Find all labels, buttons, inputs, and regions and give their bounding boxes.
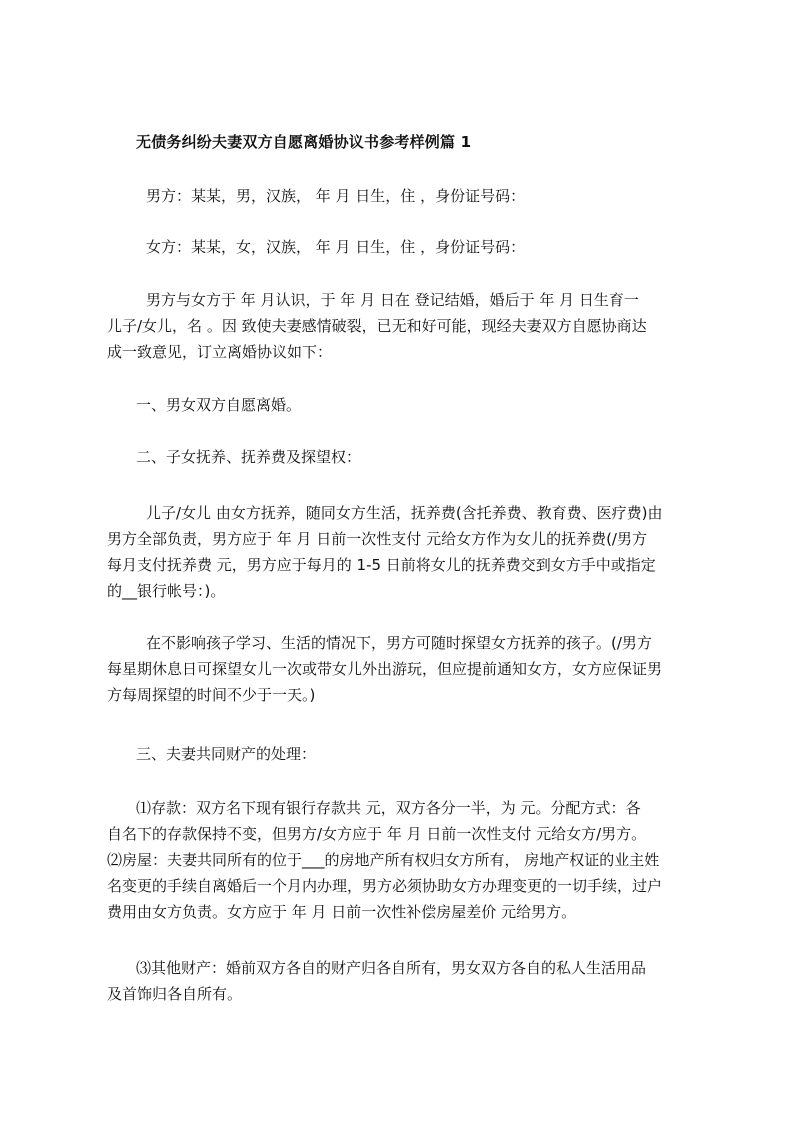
- property-other-line-1: ⑶其他财产：婚前双方各自的财产归各自所有，男女双方各自的私人生活用品: [136, 959, 647, 977]
- property-deposit-line-2: 自名下的存款保持不变，但男方/女方应于 年 月 日前一次性支付 元给女方/男方。: [107, 825, 647, 843]
- property-deposit-line-1: ⑴存款：双方名下现有银行存款共 元，双方各分一半，为 元。分配方式：各: [136, 799, 641, 817]
- property-house-line-2: 名变更的手续自离婚后一个月内办理，男方必须协助女方办理变更的一切手续，过户: [107, 877, 663, 895]
- custody-paragraph-line-2: 男方全部负责，男方应于 年 月 日前一次性支付 元给女方作为女儿的抚养费(/男方: [107, 530, 647, 548]
- intro-paragraph-line-1: 男方与女方于 年 月认识，于 年 月 日在 登记结婚，婚后于 年 月 日生育一: [146, 291, 639, 309]
- document-title: 无债务纠纷夫妻双方自愿离婚协议书参考样例篇 1: [136, 133, 472, 151]
- clause-2-heading: 二、子女抚养、抚养费及探望权：: [136, 448, 362, 466]
- party-male-line: 男方：某某，男，汉族， 年 月 日生，住 ，身份证号码：: [146, 187, 526, 205]
- property-other-line-2: 及首饰归各自所有。: [107, 985, 243, 1003]
- property-house-line-1: ⑵房屋：夫妻共同所有的位于___的房地产所有权归女方所有， 房地产权证的业主姓: [107, 851, 660, 869]
- party-female-line: 女方：某某，女，汉族， 年 月 日生，住 ，身份证号码：: [146, 238, 526, 256]
- intro-paragraph-line-3: 成一致意见，订立离婚协议如下：: [107, 343, 333, 361]
- clause-3-heading: 三、夫妻共同财产的处理：: [136, 745, 317, 763]
- property-house-line-3: 费用由女方负责。女方应于 年 月 日前一次性补偿房屋差价 元给男方。: [107, 903, 577, 921]
- visitation-paragraph-line-2: 每星期休息日可探望女儿一次或带女儿外出游玩，但应提前通知女方，女方应保证男: [107, 660, 663, 678]
- custody-paragraph-line-1: 儿子/女儿 由女方抚养，随同女方生活，抚养费(含托养费、教育费、医疗费)由: [146, 504, 663, 522]
- custody-paragraph-line-3: 每月支付抚养费 元，男方应于每月的 1-5 日前将女儿的抚养费交到女方手中或指定: [107, 556, 656, 574]
- visitation-paragraph-line-3: 方每周探望的时间不少于一天。): [107, 686, 316, 704]
- clause-1-heading: 一、男女双方自愿离婚。: [136, 396, 302, 414]
- intro-paragraph-line-2: 儿子/女儿，名 。因 致使夫妻感情破裂，已无和好可能，现经夫妻双方自愿协商达: [107, 317, 647, 335]
- custody-paragraph-line-4: 的__银行帐号：)。: [107, 582, 226, 600]
- visitation-paragraph-line-1: 在不影响孩子学习、生活的情况下，男方可随时探望女方抚养的孩子。(/男方: [146, 634, 652, 652]
